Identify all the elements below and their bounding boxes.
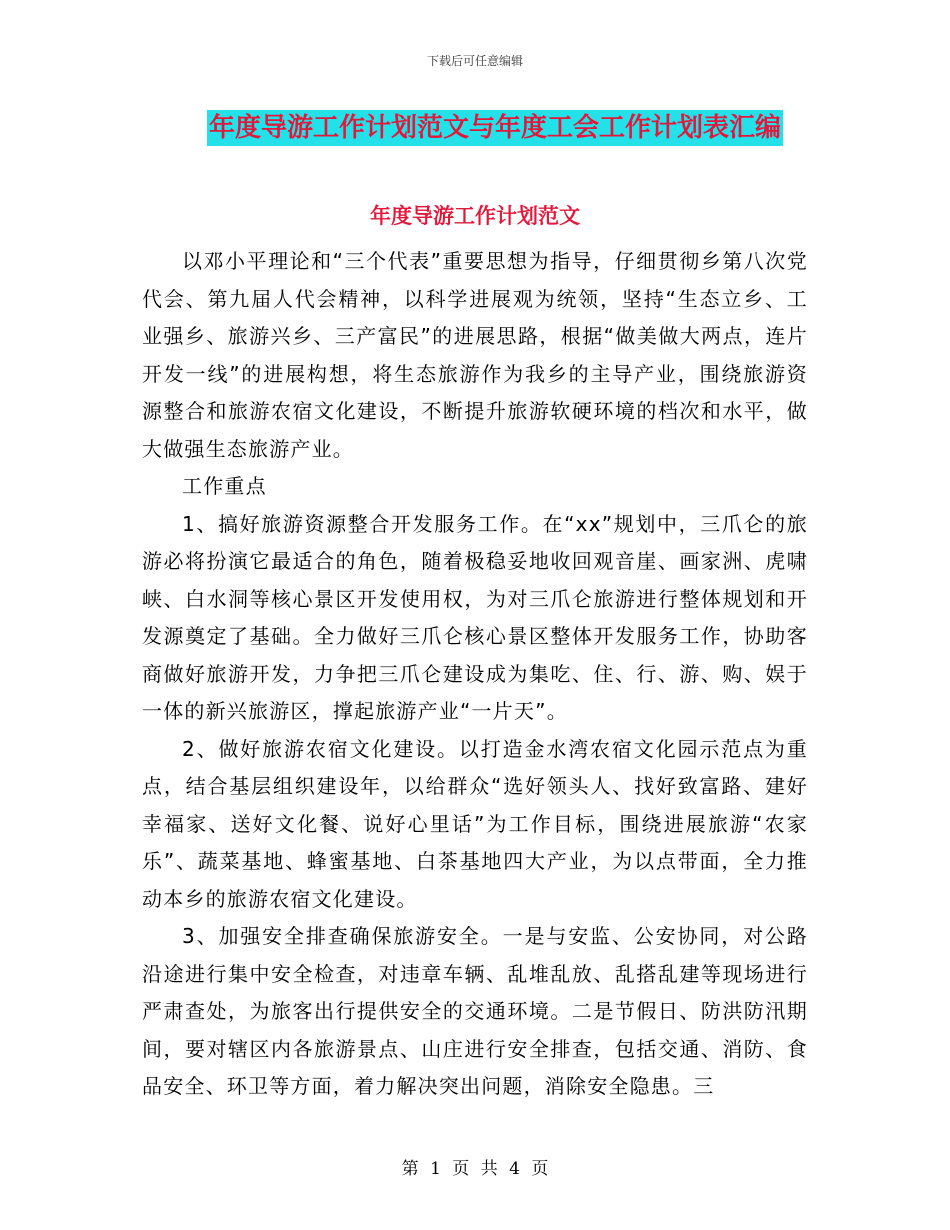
document-body [142,243,808,1106]
paragraph-item-2: 2、做好旅游农宿文化建设。以打造金水湾农宿文化园示范点为重点，结合基层组织建设年，以给群众“选好领头人、找好致富路、建好幸福家、送好文化餐、说好心里话”为工作目标，围绕进展旅游“农家乐”、蔬菜基地、蜂蜜基地、白茶基地四大产业，为以点带面，全力推动本乡的旅游农宿文化建设。 [142,736,808,911]
document-main-title: 年度导游工作计划范文与年度工会工作计划表汇编 [207,110,783,146]
paragraph-item-1: 1、搞好旅游资源整合开发服务工作。在“xx”规划中，三爪仑的旅游必将扮演它最适合的角色，随着极稳妥地收回观音崖、画家洲、虎啸峡、白水洞等核心景区开发使用权，为对三爪仑旅游进行整体规划和开发源奠定了基础。全力做好三爪仑核心景区整体开发服务工作，协助客商做好旅游开发，力争把三爪仑建设成为集吃、住、行、游、购、娱于一体的新兴旅游区，撑起旅游产业“一片天”。 [142,511,808,723]
paragraph-work-focus-heading: 工作重点 [182,474,267,498]
paragraph-intro: 以邓小平理论和“三个代表”重要思想为指导，仔细贯彻乡第八次党代会、第九届人代会精神，以科学进展观为统领，坚持“生态立乡、工业强乡、旅游兴乡、三产富民”的进展思路，根据“做美做大两点，连片开发一线”的进展构想，将生态旅游作为我乡的主导产业，围绕旅游资源整合和旅游农宿文化建设，不断提升旅游软硬环境的档次和水平，做大做强生态旅游产业。 [142,249,808,461]
section-title: 年度导游工作计划范文 [370,204,580,228]
paragraph-item-3: 3、加强安全排查确保旅游安全。一是与安监、公安协同，对公路沿途进行集中安全检查，对违章车辆、乱堆乱放、乱搭乱建等现场进行严肃查处，为旅客出行提供安全的交通环境。二是节假日、防洪防汛期间，要对辖区内各旅游景点、山庄进行安全排查，包括交通、消防、食品安全、环卫等方面，着力解决突出问题，消除安全隐患。三 [142,924,808,1098]
header-note: 下载后可任意编辑 [426,54,523,68]
page-footer: 第 1 页 共 4 页 [401,1159,549,1179]
